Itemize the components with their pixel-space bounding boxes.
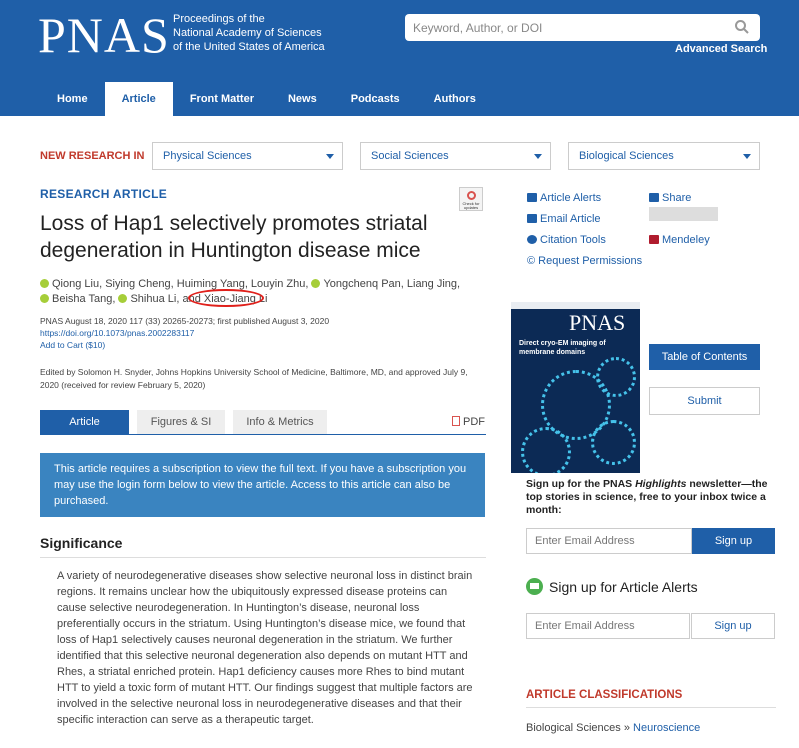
pdf-link[interactable]: PDF bbox=[452, 416, 485, 428]
author-link[interactable]: Xiao-Jiang Li bbox=[203, 293, 268, 305]
request-permissions-link[interactable]: © Request Permissions bbox=[527, 255, 643, 267]
search-input[interactable] bbox=[413, 18, 723, 37]
new-research-label: NEW RESEARCH IN bbox=[40, 150, 145, 162]
search-icon[interactable] bbox=[734, 19, 750, 35]
article-tabs bbox=[40, 410, 335, 435]
classifications-divider bbox=[526, 707, 776, 708]
mendeley-link[interactable]: Mendeley bbox=[649, 230, 710, 251]
orcid-icon[interactable] bbox=[118, 294, 127, 303]
chevron-down-icon bbox=[743, 154, 751, 159]
classification-item: Biological Sciences » Neuroscience bbox=[526, 722, 701, 734]
journal-cover[interactable] bbox=[511, 302, 640, 473]
author-link[interactable]: Shihua Li, bbox=[130, 293, 180, 305]
envelope-icon bbox=[527, 214, 537, 223]
orcid-icon[interactable] bbox=[311, 279, 320, 288]
alerts-signup-button[interactable]: Sign up bbox=[691, 613, 775, 639]
neuroscience-link[interactable]: Neuroscience bbox=[633, 722, 701, 734]
orcid-icon[interactable] bbox=[40, 294, 49, 303]
table-of-contents-button[interactable]: Table of Contents bbox=[649, 344, 760, 370]
main-nav bbox=[40, 82, 493, 116]
tab-figures-si[interactable]: Figures & SI bbox=[137, 410, 225, 435]
bell-icon bbox=[527, 193, 537, 202]
cover-headline: Direct cryo-EM imaging of membrane domains bbox=[519, 340, 606, 356]
share-link[interactable]: Share bbox=[649, 188, 710, 209]
author-list: Qiong Liu, Siying Cheng, Huiming Yang, Louyin Zhu, Yongchenq Pan, Liang Jing, Beisha Tang, Shihua Li, and Xiao-Jiang Li bbox=[40, 277, 480, 307]
author-link[interactable]: Qiong Liu, Siying Cheng, Huiming Yang, Louyin Zhu, bbox=[52, 278, 309, 290]
significance-divider bbox=[40, 557, 486, 558]
nav-podcasts[interactable]: Podcasts bbox=[350, 93, 400, 105]
pnas-logo[interactable]: PNAS bbox=[38, 7, 170, 63]
article-alerts-heading: Sign up for Article Alerts bbox=[526, 578, 698, 595]
significance-body: A variety of neurodegenerative diseases show selective neuronal loss in distinct brain regions. It remains unclear how the ubiquitously expressed disease proteins can cause selective neurodegeneration. In Huntington’s disease, neuronal loss preferentially occurs in the striatum. Using Huntington’s disease mice, we found that loss of Hap1 selectively causes neuronal degeneration in the striatum. We further identified that this selective neuronal degeneration also depends on mutant HTT and Rhes, a striatal enriched protein. Hap1 deficiency causes more Rhes to bind mutant HTT to yield a toxic form of mutant HTT. Our findings suggest that multiple factors are involved in the selective neuronal loss in neurodegenerative diseases and that their specific interaction can serve as a therapeutic target. bbox=[57, 570, 473, 726]
share-icon bbox=[649, 193, 659, 202]
orcid-icon[interactable] bbox=[40, 279, 49, 288]
email-article-link[interactable]: Email Article bbox=[527, 209, 642, 230]
add-to-cart-link[interactable]: Add to Cart ($10) bbox=[40, 340, 106, 350]
search-box bbox=[405, 14, 760, 41]
social-sciences-dropdown[interactable]: Social Sciences bbox=[360, 142, 551, 170]
significance-heading: Significance bbox=[40, 535, 123, 551]
mendeley-icon bbox=[649, 235, 659, 244]
tabs-divider bbox=[40, 434, 486, 435]
copyright-icon: © bbox=[527, 255, 539, 267]
newsletter-text: Sign up for the PNAS Highlights newsletter—the top stories in science, free to your inbox twice a month: bbox=[526, 478, 768, 516]
citation-tools-link[interactable]: Citation Tools bbox=[527, 230, 642, 251]
site-header bbox=[0, 0, 799, 116]
pdf-icon bbox=[452, 416, 460, 426]
subscription-notice: This article requires a subscription to view the full text. If you have a subscription you may use the login form below to view the article. Access to this article can also be purchased. bbox=[40, 453, 485, 517]
check-for-updates-badge[interactable]: Check for updates bbox=[459, 187, 483, 211]
journal-subtitle: Proceedings of the National Academy of Sciences of the United States of America bbox=[173, 13, 325, 53]
chevron-down-icon bbox=[534, 154, 542, 159]
red-circle-annotation bbox=[188, 289, 264, 307]
cover-logo: PNAS bbox=[569, 310, 626, 335]
globe-icon bbox=[527, 235, 537, 244]
biological-sciences-dropdown[interactable]: Biological Sciences bbox=[568, 142, 760, 170]
doi-link[interactable]: https://doi.org/10.1073/pnas.2002283117 bbox=[40, 328, 195, 338]
nav-article[interactable]: Article bbox=[105, 82, 173, 116]
submit-button[interactable]: Submit bbox=[649, 387, 760, 415]
tab-article[interactable]: Article bbox=[40, 410, 129, 435]
nav-front-matter[interactable]: Front Matter bbox=[189, 93, 254, 105]
article-tools bbox=[527, 188, 642, 272]
alerts-email-input[interactable] bbox=[527, 614, 689, 638]
publication-meta: PNAS August 18, 2020 117 (33) 20265-20273; first published August 3, 2020 https://doi.org/10.1073/pnas.2002283117 Add to Cart ($10) bbox=[40, 315, 480, 351]
newsletter-signup-button[interactable]: Sign up bbox=[692, 528, 775, 554]
article-alerts-link[interactable]: Article Alerts bbox=[527, 188, 642, 209]
article-title: Loss of Hap1 selectively promotes striatal degeneration in Huntington disease mice bbox=[40, 212, 428, 262]
envelope-icon bbox=[526, 578, 543, 595]
advanced-search-link[interactable]: Advanced Search bbox=[675, 43, 768, 55]
article-type: RESEARCH ARTICLE bbox=[40, 187, 168, 201]
author-link[interactable]: Beisha Tang, bbox=[52, 293, 116, 305]
nav-authors[interactable]: Authors bbox=[433, 93, 476, 105]
edited-by: Edited by Solomon H. Snyder, Johns Hopkins University School of Medicine, Baltimore, MD, and approved July 9, 2020 (received for review February 5, 2020) bbox=[40, 367, 468, 390]
classifications-heading: ARTICLE CLASSIFICATIONS bbox=[526, 689, 683, 701]
crossmark-icon bbox=[467, 191, 476, 200]
newsletter-email-input[interactable] bbox=[527, 529, 691, 553]
physical-sciences-dropdown[interactable]: Physical Sciences bbox=[152, 142, 343, 170]
share-widget[interactable] bbox=[649, 207, 718, 221]
nav-home[interactable]: Home bbox=[57, 93, 88, 105]
author-link[interactable]: Yongchenq Pan, Liang Jing, bbox=[323, 278, 461, 290]
nav-news[interactable]: News bbox=[287, 93, 317, 105]
tab-info-metrics[interactable]: Info & Metrics bbox=[233, 410, 327, 435]
chevron-down-icon bbox=[326, 154, 334, 159]
